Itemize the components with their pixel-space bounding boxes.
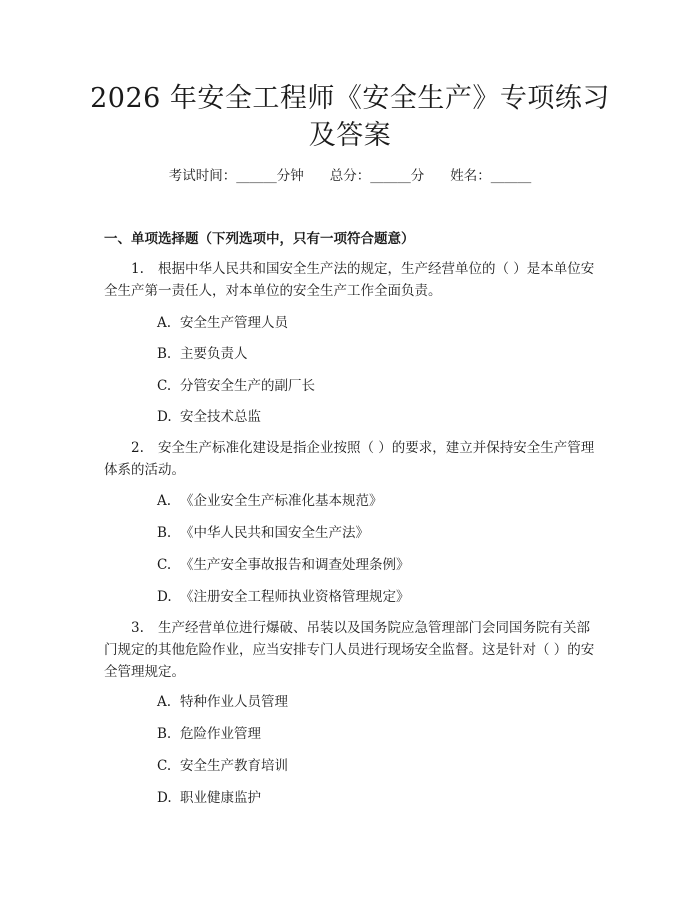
- option-letter: A.: [157, 694, 172, 710]
- question-number: 2.: [131, 440, 144, 456]
- option-letter: B.: [157, 726, 172, 742]
- option-letter: B.: [157, 525, 172, 541]
- option-text: 安全生产教育培训: [180, 758, 288, 774]
- option-text: 安全生产管理人员: [180, 315, 288, 331]
- option-1a: [157, 313, 288, 333]
- option-text: 主要负责人: [180, 346, 248, 362]
- question-text: 生产经营单位进行爆破、吊装以及国务院应急管理部门会同国务院有关部门规定的其他危险作业，应当安排专门人员进行现场安全监督。这是针对（ ）的安全管理规定。: [104, 620, 595, 680]
- option-2a: [157, 491, 383, 511]
- option-text: 《中华人民共和国安全生产法》: [180, 525, 369, 541]
- document-title: 2026 年安全工程师《安全生产》专项练习及答案: [90, 83, 610, 151]
- option-text: 《注册安全工程师执业资格管理规定》: [180, 589, 410, 605]
- option-2c: [157, 555, 410, 575]
- question-2: [104, 437, 600, 481]
- option-letter: C.: [157, 557, 172, 573]
- question-number: 3.: [131, 620, 144, 636]
- option-2b: [157, 523, 369, 543]
- name-field: 姓名：______: [450, 168, 532, 184]
- question-number: 1.: [131, 261, 144, 277]
- option-3d: [157, 788, 261, 808]
- exam-time-field: 考试时间：______分钟: [168, 168, 304, 184]
- option-text: 危险作业管理: [180, 726, 261, 742]
- option-1d: [157, 407, 261, 427]
- option-text: 分管安全生产的副厂长: [180, 378, 315, 394]
- exam-info-line: [0, 166, 700, 186]
- option-1b: [157, 344, 248, 364]
- option-text: 安全技术总监: [180, 409, 261, 425]
- option-letter: D.: [157, 409, 172, 425]
- section-heading: 一、单项选择题（下列选项中，只有一项符合题意）: [104, 231, 415, 247]
- option-3c: [157, 756, 288, 776]
- option-letter: D.: [157, 589, 172, 605]
- option-text: 职业健康监护: [180, 790, 261, 806]
- option-letter: D.: [157, 790, 172, 806]
- option-3a: [157, 692, 288, 712]
- option-text: 《生产安全事故报告和调查处理条例》: [180, 557, 410, 573]
- option-2d: [157, 587, 410, 607]
- option-text: 特种作业人员管理: [180, 694, 288, 710]
- option-1c: [157, 376, 315, 396]
- option-text: 《企业安全生产标准化基本规范》: [180, 493, 383, 509]
- option-letter: B.: [157, 346, 172, 362]
- option-letter: A.: [157, 315, 172, 331]
- option-letter: C.: [157, 758, 172, 774]
- option-letter: A.: [157, 493, 172, 509]
- option-3b: [157, 724, 261, 744]
- option-letter: C.: [157, 378, 172, 394]
- question-1: [104, 258, 600, 302]
- question-text: 安全生产标准化建设是指企业按照（ ）的要求，建立并保持安全生产管理体系的活动。: [104, 440, 595, 478]
- total-score-field: 总分：______分: [329, 168, 425, 184]
- question-3: [104, 617, 600, 683]
- question-text: 根据中华人民共和国安全生产法的规定，生产经营单位的（ ）是本单位安全生产第一责任人，对本单位的安全生产工作全面负责。: [104, 261, 595, 299]
